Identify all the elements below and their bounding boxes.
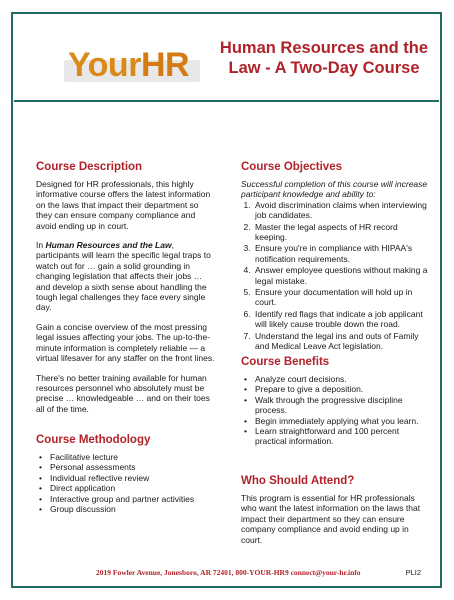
list-item: 5. Ensure your documentation will hold up in court. [253, 287, 431, 308]
attend-text: This program is essential for HR professionals who want the latest information on the laws that impact their department so they can ensure company compliance and avoid ending up in court. [241, 493, 421, 545]
right-column [241, 160, 431, 353]
header-divider [14, 100, 439, 102]
list-item: • Interactive group and partner activities [50, 494, 216, 504]
benefits-section [241, 355, 431, 447]
left-column [36, 160, 216, 423]
description-heading: Course Description [36, 161, 143, 173]
list-item: 2. Master the legal aspects of HR record keeping. [253, 222, 431, 243]
description-paragraph-2 [36, 240, 216, 313]
list-item: • Learn straightforward and 100 percent practical information. [255, 426, 431, 447]
course-title-line1: Human Resources and the [219, 39, 429, 57]
list-item: 4. Answer employee questions without making a legal mistake. [253, 265, 431, 286]
benefits-list [241, 374, 431, 447]
list-item: • Begin immediately applying what you learn. [255, 416, 431, 426]
logo-your: Your [68, 46, 141, 84]
who-should-attend-section [241, 474, 431, 554]
list-item: 1. Avoid discrimination claims when interviewing job candidates. [253, 200, 431, 221]
logo-text [68, 46, 189, 85]
attend-heading: Who Should Attend? [241, 475, 355, 487]
yourhr-logo [64, 44, 204, 92]
list-item: • Personal assessments [50, 462, 216, 472]
list-item: 7. Understand the legal ins and outs of Family and Medical Leave Act legislation. [253, 331, 431, 352]
logo-hr: HR [140, 46, 190, 84]
list-item: • Individual reflective review [50, 473, 216, 483]
course-title-line2: Law - A Two-Day Course [228, 59, 420, 77]
header [14, 14, 439, 102]
objectives-list [241, 200, 431, 352]
p2-prefix: In [36, 240, 46, 251]
p2-course-name: Human Resources and the Law [45, 240, 172, 251]
methodology-heading: Course Methodology [36, 434, 151, 446]
footer-code: PLI2 [405, 568, 421, 577]
list-item: 6. Identify red flags that indicate a job applicant will likely cause trouble down the road. [253, 309, 431, 330]
benefits-heading: Course Benefits [241, 356, 330, 368]
course-title [214, 38, 434, 78]
list-item: • Group discussion [50, 504, 216, 514]
objectives-heading: Course Objectives [241, 161, 342, 173]
list-item: • Prepare to give a deposition. [255, 384, 431, 394]
footer-address: 2019 Fowler Avenue, Jonesboro, AR 72401, 800-YOUR-HR9 connect@your-hr.info [96, 568, 361, 577]
list-item: • Walk through the progressive discipline process. [255, 395, 431, 416]
methodology-list [36, 452, 216, 514]
list-item: • Direct application [50, 483, 216, 493]
list-item: • Facilitative lecture [50, 452, 216, 462]
list-item: 3. Ensure you're in compliance with HIPAA's notification requirements. [253, 243, 431, 264]
description-paragraph-4: There's no better training available for human resources personnel who absolutely must be precise … knowledgeable … and on their toes all of the time. [36, 372, 210, 414]
methodology-section [36, 433, 216, 514]
p2-rest: , participants will learn the specific legal traps to watch out for … gain a solid grounding in changing legislation that affects their jobs … and develop a sixth sense about handling the tough legal challenges they face every single day. [36, 240, 211, 313]
description-paragraph-3: Gain a concise overview of the most pressing legal issues affecting your jobs. The up-to-the-minute information is completely reliable — a virtual lifesaver for any staffer on the front lines. [36, 321, 215, 364]
objectives-intro: Successful completion of this course will increase participant knowledge and ability to: [241, 179, 428, 200]
footer [14, 568, 439, 582]
list-item: • Analyze court decisions. [255, 374, 431, 384]
description-paragraph-1: Designed for HR professionals, this highly informative course offers the latest information on the laws that impact their department so they can ensure company compliance and avoid ending up in court. [36, 179, 211, 231]
